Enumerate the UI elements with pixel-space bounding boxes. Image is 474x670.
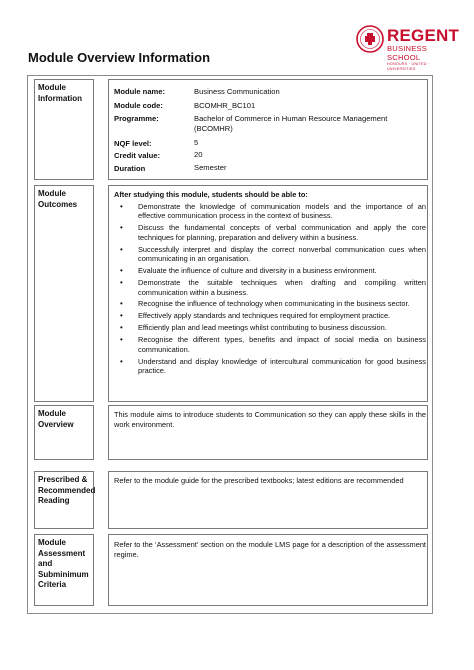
reading-label: Prescribed & Recommended Reading <box>38 475 96 505</box>
assessment-text: Refer to the ‘Assessment’ section on the module LMS page for a description of the assessment regime. <box>114 540 426 559</box>
reading-text: Refer to the module guide for the prescribed textbooks; latest editions are recommended <box>114 476 404 485</box>
info-key: Programme: <box>114 114 159 123</box>
logo-tagline: HONOURS · UNITED · UNIVERSITIES <box>387 62 430 71</box>
assessment-section <box>34 534 428 606</box>
info-key: Module code: <box>114 101 163 110</box>
outcome-item: • Demonstrate the knowledge of communication models and the importance of an effective communication process in the context of business. <box>114 202 426 221</box>
overview-content <box>114 410 426 429</box>
reading-content <box>114 476 426 486</box>
overview-text: This module aims to introduce students to Communication so they can apply these skills in the work environment. <box>114 410 426 429</box>
outcome-item: • Effectively apply standards and techniques required for employment practice. <box>114 311 426 321</box>
module-overview-label: Module Overview <box>38 409 74 429</box>
assessment-content <box>114 540 426 559</box>
section-label-cell <box>34 185 94 402</box>
page-title: Module Overview Information <box>28 50 211 65</box>
outcome-item: • Successfully interpret and display the correct nonverbal communication cues when communicating in an organisation. <box>114 245 426 264</box>
info-key: Module name: <box>114 87 166 96</box>
info-value: Business Communication <box>194 87 280 96</box>
outcome-item: • Demonstrate the suitable techniques when drafting and compiling written communication within a business. <box>114 278 426 297</box>
outcome-item: • Evaluate the influence of culture and diversity in a business environment. <box>114 266 426 276</box>
module-overview-section <box>34 405 428 460</box>
regent-crest-icon <box>356 25 384 53</box>
outcomes-list <box>114 202 426 376</box>
info-key: NQF level: <box>114 139 152 148</box>
info-value: Bachelor of Commerce in Human Resource Management (BCOMHR) <box>194 114 388 133</box>
logo-subtitle: BUSINESS SCHOOL <box>387 44 428 62</box>
module-information-section <box>34 79 428 180</box>
module-outcomes-label: Module Outcomes <box>38 189 78 209</box>
info-value: Semester <box>194 163 227 172</box>
outcomes-content <box>114 190 426 378</box>
outcomes-lead: After studying this module, students should be able to: <box>114 190 308 199</box>
info-key: Duration <box>114 164 146 173</box>
info-key: Credit value: <box>114 151 160 160</box>
info-value: 5 <box>194 138 199 147</box>
info-value: BCOMHR_BC101 <box>194 101 256 110</box>
outcome-item: • Recognise the different types, benefits and impact of social media on business communication. <box>114 335 426 354</box>
outcome-item: • Discuss the fundamental concepts of verbal communication and apply the core techniques for planning, preparation and delivery within a business. <box>114 223 426 242</box>
module-information-label: Module Information <box>38 83 82 103</box>
outcome-item: • Efficiently plan and lead meetings whilst contributing to business discussion. <box>114 323 426 333</box>
outcome-item: • Understand and display knowledge of intercultural communication for good business practice. <box>114 357 426 376</box>
regent-logo <box>356 25 460 71</box>
assessment-label: Module Assessment and Subminimum Criteria <box>38 538 89 589</box>
info-value: 20 <box>194 150 203 159</box>
reading-section <box>34 471 428 529</box>
module-outcomes-section <box>34 185 428 402</box>
logo-name: REGENT <box>387 26 460 45</box>
outcome-item: • Recognise the influence of technology when communicating in the business sector. <box>114 299 426 309</box>
